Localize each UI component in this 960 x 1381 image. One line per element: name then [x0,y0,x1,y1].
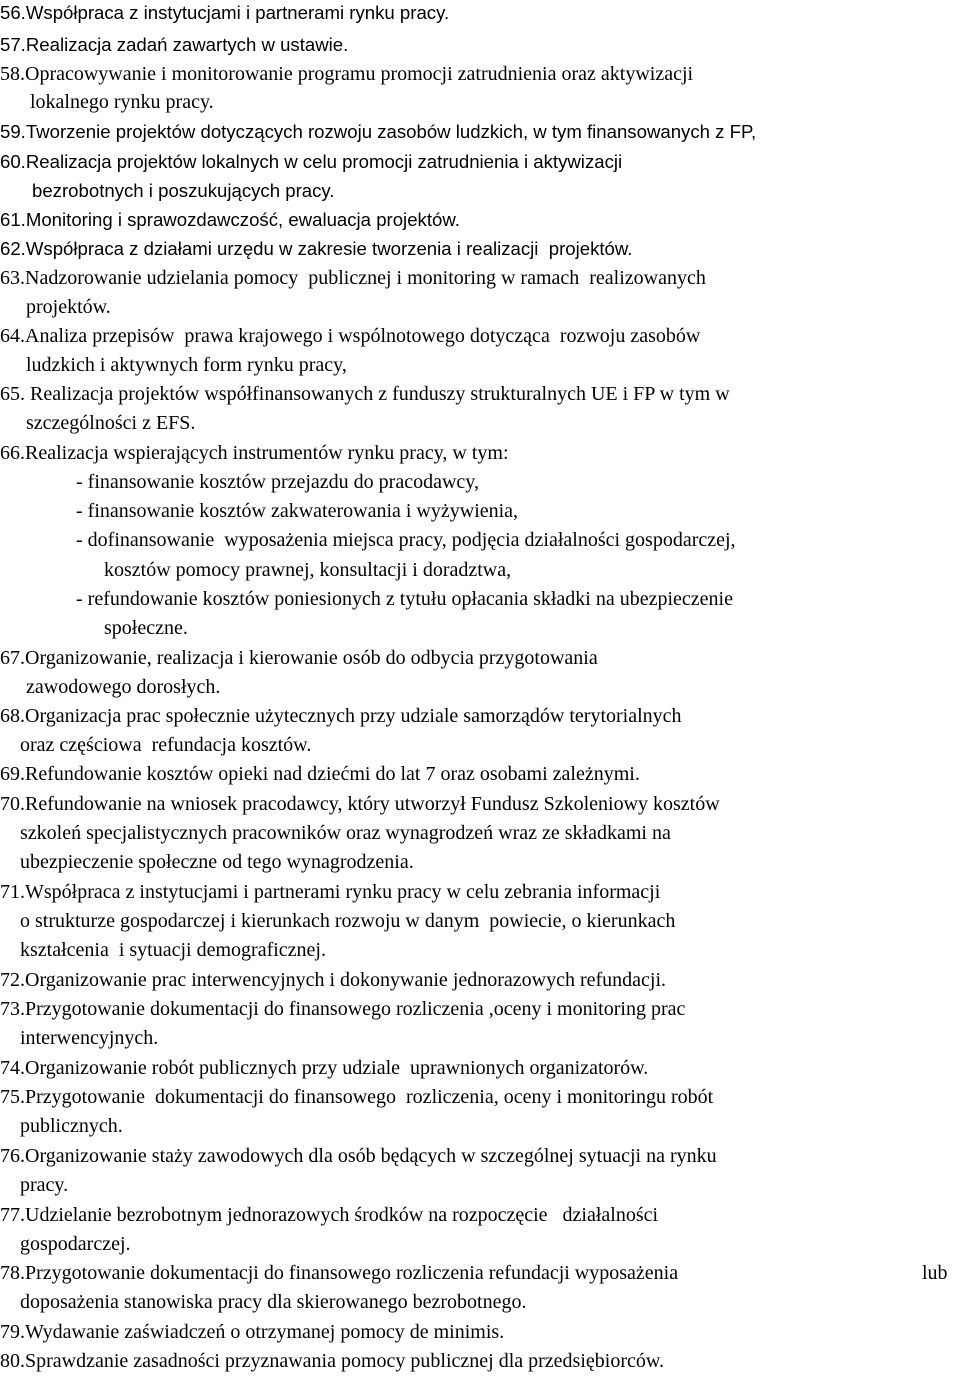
list-item-68: 68.Organizacja prac społecznie użytecznych przy udziale samorządów terytorialnych [0,705,682,727]
sub-item-transport: - finansowanie kosztów przejazdu do pracodawcy, [76,471,479,493]
list-item-79: 79.Wydawanie zaświadczeń o otrzymanej pomocy de minimis. [0,1321,505,1343]
list-item-73: 73.Przygotowanie dokumentacji do finansowego rozliczenia ,oceny i monitoring prac [0,998,686,1020]
list-item-64: 64.Analiza przepisów prawa krajowego i wspólnotowego dotycząca rozwoju zasobów [0,325,701,347]
list-item-65: 65. Realizacja projektów współfinansowanych z funduszy strukturalnych UE i FP w tym w [0,383,730,405]
list-item-70: 70.Refundowanie na wniosek pracodawcy, który utworzył Fundusz Szkoleniowy kosztów [0,793,720,815]
list-item-72: 72.Organizowanie prac interwencyjnych i dokonywanie jednorazowych refundacji. [0,969,667,991]
list-item-77-cont: gospodarczej. [20,1233,131,1255]
list-item-70-cont-1: szkoleń specjalistycznych pracowników oraz wynagrodzeń wraz ze składkami na [20,822,671,844]
list-item-73-cont: interwencyjnych. [20,1027,159,1049]
list-item-78: 78.Przygotowanie dokumentacji do finansowego rozliczenia refundacji wyposażenia [0,1262,679,1284]
list-item-75-cont: publicznych. [20,1115,123,1137]
list-item-58-cont: lokalnego rynku pracy. [30,91,214,113]
list-item-63: 63.Nadzorowanie udzielania pomocy publicznej i monitoring w ramach realizowanych [0,267,706,289]
list-item-80: 80.Sprawdzanie zasadności przyznawania pomocy publicznej dla przedsiębiorców. [0,1350,665,1372]
sub-item-accommodation: - finansowanie kosztów zakwaterowania i wyżywienia, [76,500,519,522]
list-item-60-cont: bezrobotnych i poszukujących pracy. [32,180,335,201]
sub-item-refund-cont: społeczne. [104,617,188,639]
list-item-69: 69.Refundowanie kosztów opieki nad dziećmi do lat 7 oraz osobami zależnymi. [0,763,640,785]
list-item-68-cont: oraz częściowa refundacja kosztów. [20,734,312,756]
list-item-59: 59.Tworzenie projektów dotyczących rozwoju zasobów ludzkich, w tym finansowanych z FP, [0,121,757,142]
sub-item-equipment: - dofinansowanie wyposażenia miejsca pracy, podjęcia działalności gospodarczej, [76,529,736,551]
list-item-71-cont-2: kształcenia i sytuacji demograficznej. [20,939,326,961]
list-item-61: 61.Monitoring i sprawozdawczość, ewaluacja projektów. [0,209,460,230]
list-item-78-cont: doposażenia stanowiska pracy dla skierowanego bezrobotnego. [20,1291,527,1313]
list-item-64-cont: ludzkich i aktywnych form rynku pracy, [26,354,347,376]
list-item-77: 77.Udzielanie bezrobotnym jednorazowych środków na rozpoczęcie działalności [0,1204,659,1226]
list-item-76-cont: pracy. [20,1174,69,1196]
sub-item-equipment-cont: kosztów pomocy prawnej, konsultacji i doradztwa, [104,559,512,581]
list-item-63-cont: projektów. [26,296,111,318]
list-item-67-cont: zawodowego dorosłych. [26,676,221,698]
list-item-74: 74.Organizowanie robót publicznych przy udziale uprawnionych organizatorów. [0,1057,649,1079]
list-item-56: 56.Współpraca z instytucjami i partnerami rynku pracy. [0,2,450,23]
list-item-78-justified-word: lub [922,1262,948,1284]
list-item-71-cont-1: o strukturze gospodarczej i kierunkach rozwoju w danym powiecie, o kierunkach [20,910,676,932]
list-item-62: 62.Współpraca z działami urzędu w zakresie tworzenia i realizacji projektów. [0,238,633,259]
sub-item-refund: - refundowanie kosztów poniesionych z tytułu opłacania składki na ubezpieczenie [76,588,733,610]
list-item-65-cont: szczególności z EFS. [26,412,196,434]
list-item-66: 66.Realizacja wspierających instrumentów rynku pracy, w tym: [0,442,509,464]
list-item-70-cont-2: ubezpieczenie społeczne od tego wynagrodzenia. [20,851,414,873]
list-item-57: 57.Realizacja zadań zawartych w ustawie. [0,34,349,55]
list-item-67: 67.Organizowanie, realizacja i kierowanie osób do odbycia przygotowania [0,647,598,669]
list-item-75: 75.Przygotowanie dokumentacji do finansowego rozliczenia, oceny i monitoringu robót [0,1086,714,1108]
list-item-71: 71.Współpraca z instytucjami i partnerami rynku pracy w celu zebrania informacji [0,881,661,903]
list-item-58: 58.Opracowywanie i monitorowanie programu promocji zatrudnienia oraz aktywizacji [0,63,694,85]
list-item-76: 76.Organizowanie staży zawodowych dla osób będących w szczególnej sytuacji na rynku [0,1145,717,1167]
list-item-60: 60.Realizacja projektów lokalnych w celu promocji zatrudnienia i aktywizacji [0,151,623,172]
